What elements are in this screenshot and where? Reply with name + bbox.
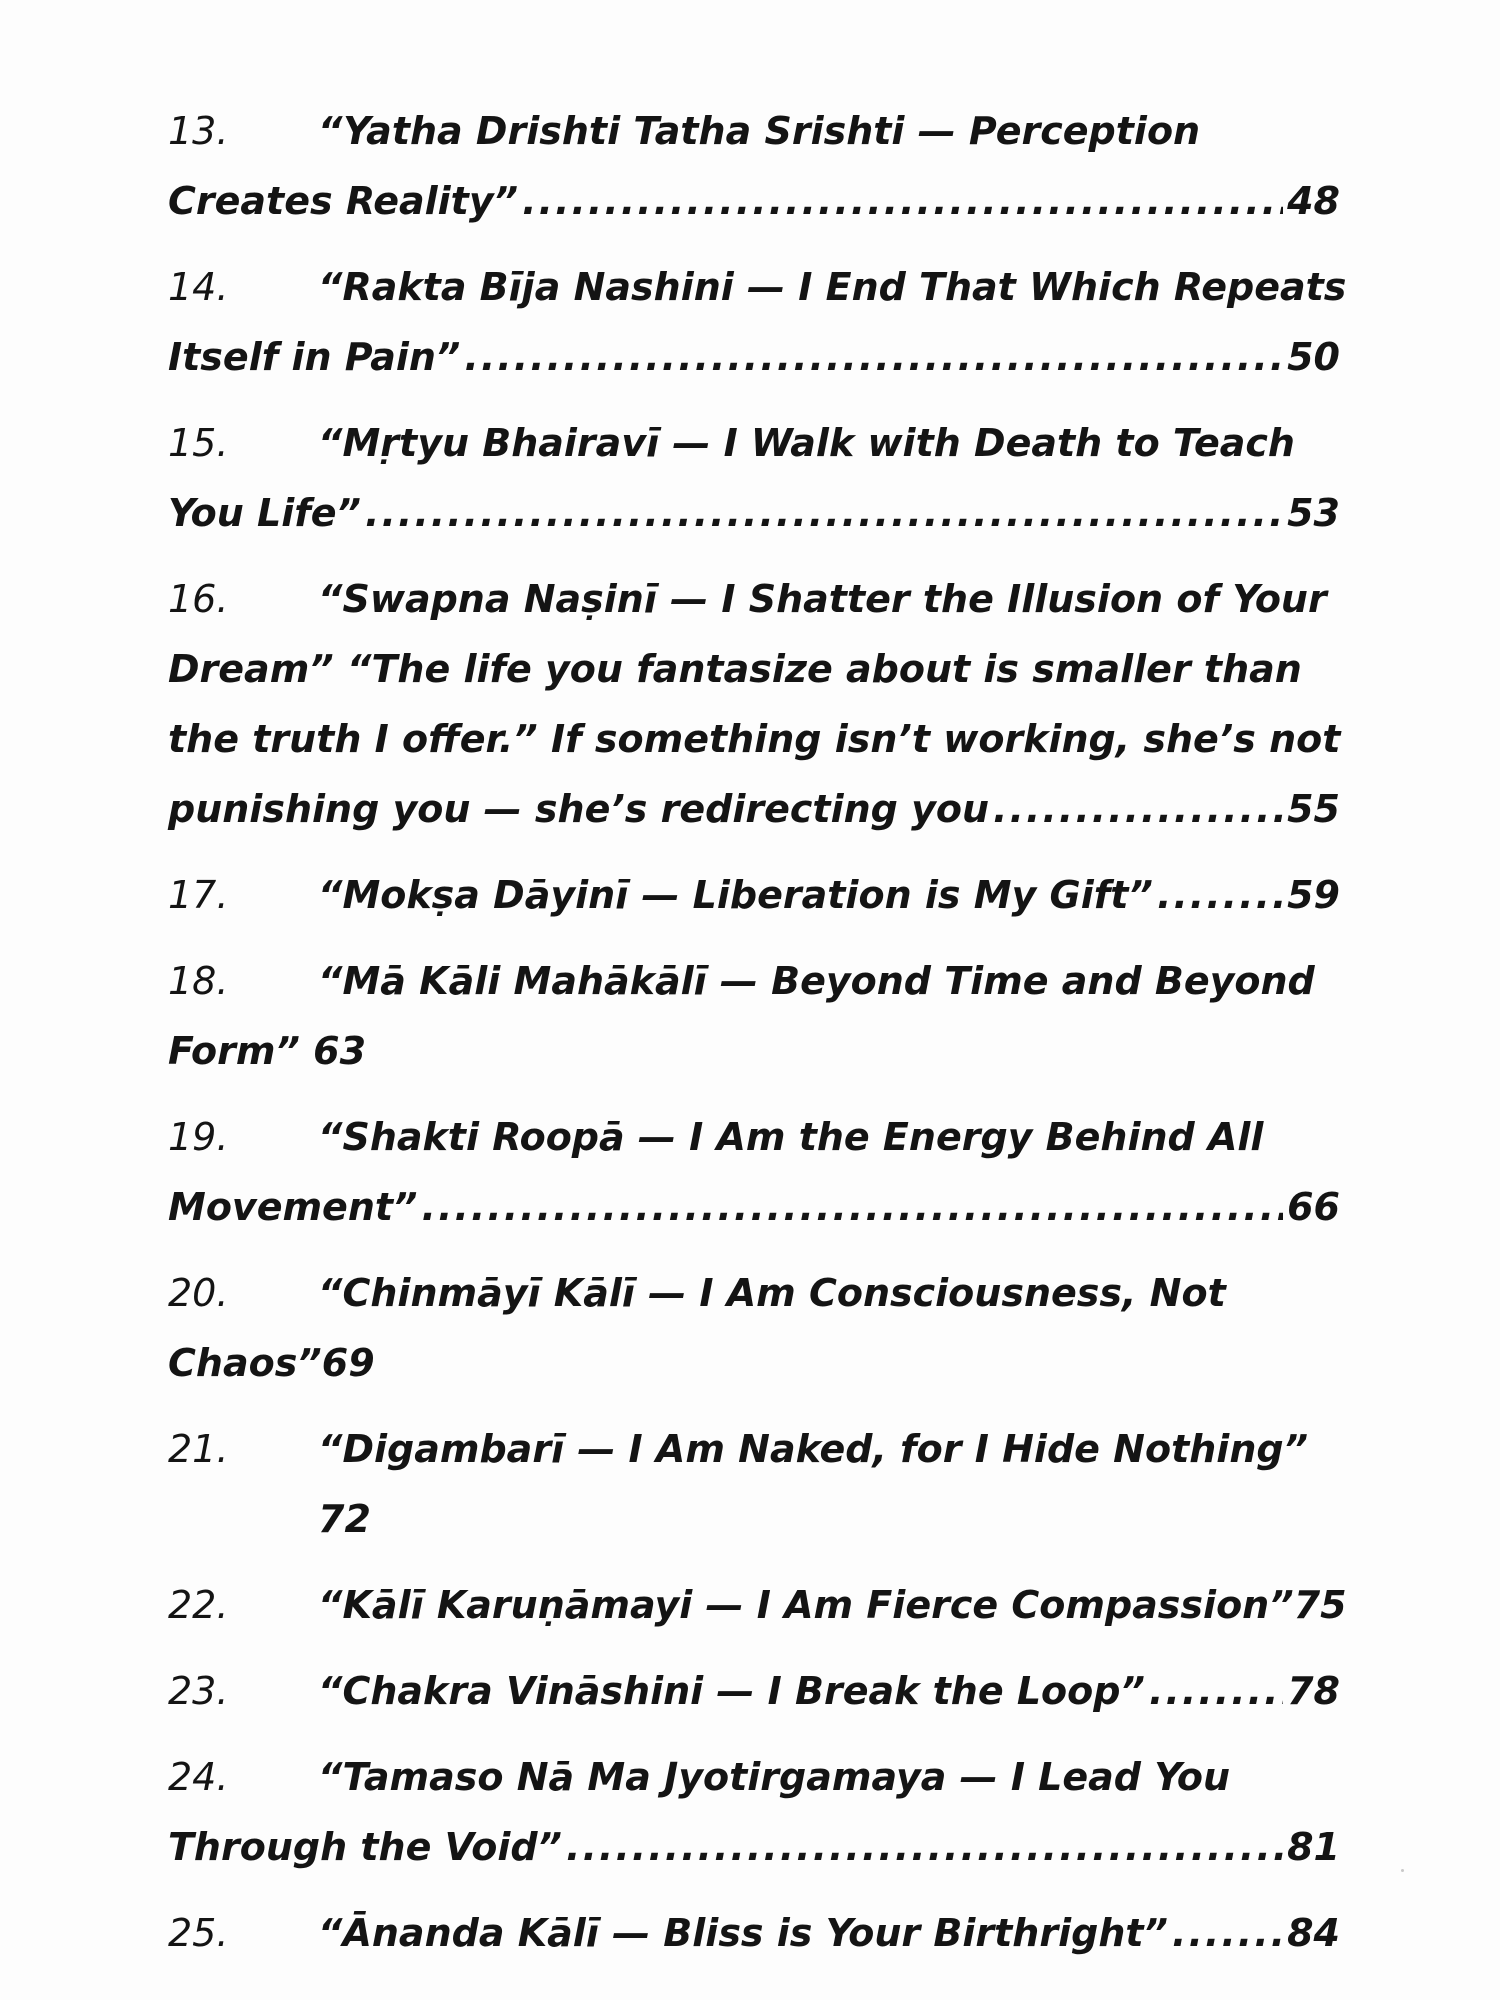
toc-entry-17[interactable] bbox=[168, 860, 1340, 930]
entry-number: 20. bbox=[168, 1271, 229, 1315]
entry-title-line3: the truth I offer.” If something isn’t working, she’s not bbox=[168, 717, 1341, 761]
toc-entry-19[interactable] bbox=[168, 1102, 1340, 1242]
toc-entry-23[interactable] bbox=[168, 1656, 1340, 1726]
scan-speck bbox=[1401, 1869, 1404, 1872]
dot-leader bbox=[422, 1172, 1284, 1242]
entry-title-line1: “Swapna Naṣinī — I Shatter the Illusion of Your bbox=[318, 577, 1327, 621]
entry-title-line1: “Digambarī — I Am Naked, for I Hide Nothing” bbox=[318, 1427, 1309, 1471]
dot-leader bbox=[1149, 1656, 1283, 1726]
entry-number: 23. bbox=[168, 1669, 229, 1713]
entry-number: 14. bbox=[168, 265, 229, 309]
entry-page-number: 78 bbox=[1287, 1669, 1340, 1713]
entry-page-number: 55 bbox=[1287, 787, 1340, 831]
dot-leader bbox=[464, 322, 1283, 392]
entry-number: 17. bbox=[168, 873, 229, 917]
entry-page-number: 81 bbox=[1287, 1825, 1340, 1869]
dot-leader bbox=[1157, 860, 1283, 930]
entry-page-number: 48 bbox=[1287, 179, 1340, 223]
entry-title-line1: “Yatha Drishti Tatha Srishti — Perception bbox=[318, 109, 1201, 153]
entry-number: 18. bbox=[168, 959, 229, 1003]
entry-number: 19. bbox=[168, 1115, 229, 1159]
toc-entry-14[interactable] bbox=[168, 252, 1347, 392]
toc-entry-25[interactable] bbox=[168, 1898, 1340, 1968]
entry-title-line1: “Ānanda Kālī — Bliss is Your Birthright” bbox=[318, 1911, 1169, 1955]
entry-number: 13. bbox=[168, 109, 229, 153]
dot-leader bbox=[993, 774, 1283, 844]
toc-entry-20[interactable] bbox=[168, 1258, 1340, 1398]
toc-entry-22[interactable] bbox=[168, 1570, 1347, 1640]
entry-title-line1: “Chinmāyī Kālī — I Am Consciousness, Not bbox=[318, 1271, 1226, 1315]
toc-entry-16[interactable] bbox=[168, 564, 1340, 844]
entry-number: 22. bbox=[168, 1583, 229, 1627]
dot-leader bbox=[522, 166, 1283, 236]
entry-number: 15. bbox=[168, 421, 229, 465]
entry-title-line1: “Chakra Vināshini — I Break the Loop” bbox=[318, 1669, 1145, 1713]
entry-title-line2: Through the Void” bbox=[168, 1825, 563, 1869]
dot-leader bbox=[365, 478, 1283, 548]
entry-page-number: 66 bbox=[1287, 1185, 1340, 1229]
entry-title-line2: Itself in Pain” bbox=[168, 335, 461, 379]
table-of-contents bbox=[168, 96, 1347, 1968]
entry-number: 21. bbox=[168, 1427, 229, 1471]
toc-entry-21[interactable] bbox=[168, 1414, 1340, 1554]
entry-title-line1: “Shakti Roopā — I Am the Energy Behind All bbox=[318, 1115, 1264, 1159]
entry-title-line2: Form” 63 bbox=[168, 1029, 367, 1073]
dot-leader bbox=[1172, 1898, 1283, 1968]
entry-title-line1: “Tamaso Nā Ma Jyotirgamaya — I Lead You bbox=[318, 1755, 1231, 1799]
entry-page-number: 53 bbox=[1287, 491, 1340, 535]
entry-title-line1: “Rakta Bīja Nashini — I End That Which Repeats bbox=[318, 265, 1347, 309]
entry-title-line1: “Mā Kāli Mahākālī — Beyond Time and Beyond bbox=[318, 959, 1315, 1003]
entry-title-line2: Movement” bbox=[168, 1185, 418, 1229]
dot-leader bbox=[566, 1812, 1283, 1882]
entry-title-line1: “Mokṣa Dāyinī — Liberation is My Gift” bbox=[318, 873, 1153, 917]
entry-title-line2: You Life” bbox=[168, 491, 362, 535]
entry-title-line2: 72 bbox=[318, 1497, 371, 1541]
entry-page-number: 59 bbox=[1287, 873, 1340, 917]
toc-entry-13[interactable] bbox=[168, 96, 1340, 236]
toc-entry-15[interactable] bbox=[168, 408, 1340, 548]
entry-title-line1: “Mṛtyu Bhairavī — I Walk with Death to Teach bbox=[318, 421, 1295, 465]
entry-number: 16. bbox=[168, 577, 229, 621]
entry-number: 25. bbox=[168, 1911, 229, 1955]
entry-page-number: 84 bbox=[1287, 1911, 1340, 1955]
entry-page-number: 50 bbox=[1287, 335, 1340, 379]
toc-entry-18[interactable] bbox=[168, 946, 1340, 1086]
toc-entry-24[interactable] bbox=[168, 1742, 1340, 1882]
entry-title-line2: Chaos”69 bbox=[168, 1341, 375, 1385]
entry-title-line1: “Kālī Karuṇāmayi — I Am Fierce Compassion”75 bbox=[318, 1583, 1347, 1627]
entry-title-line2: Dream” “The life you fantasize about is smaller than bbox=[168, 647, 1302, 691]
entry-title-line2: Creates Reality” bbox=[168, 179, 519, 223]
entry-title-line4: punishing you — she’s redirecting you bbox=[168, 787, 990, 831]
entry-number: 24. bbox=[168, 1755, 229, 1799]
